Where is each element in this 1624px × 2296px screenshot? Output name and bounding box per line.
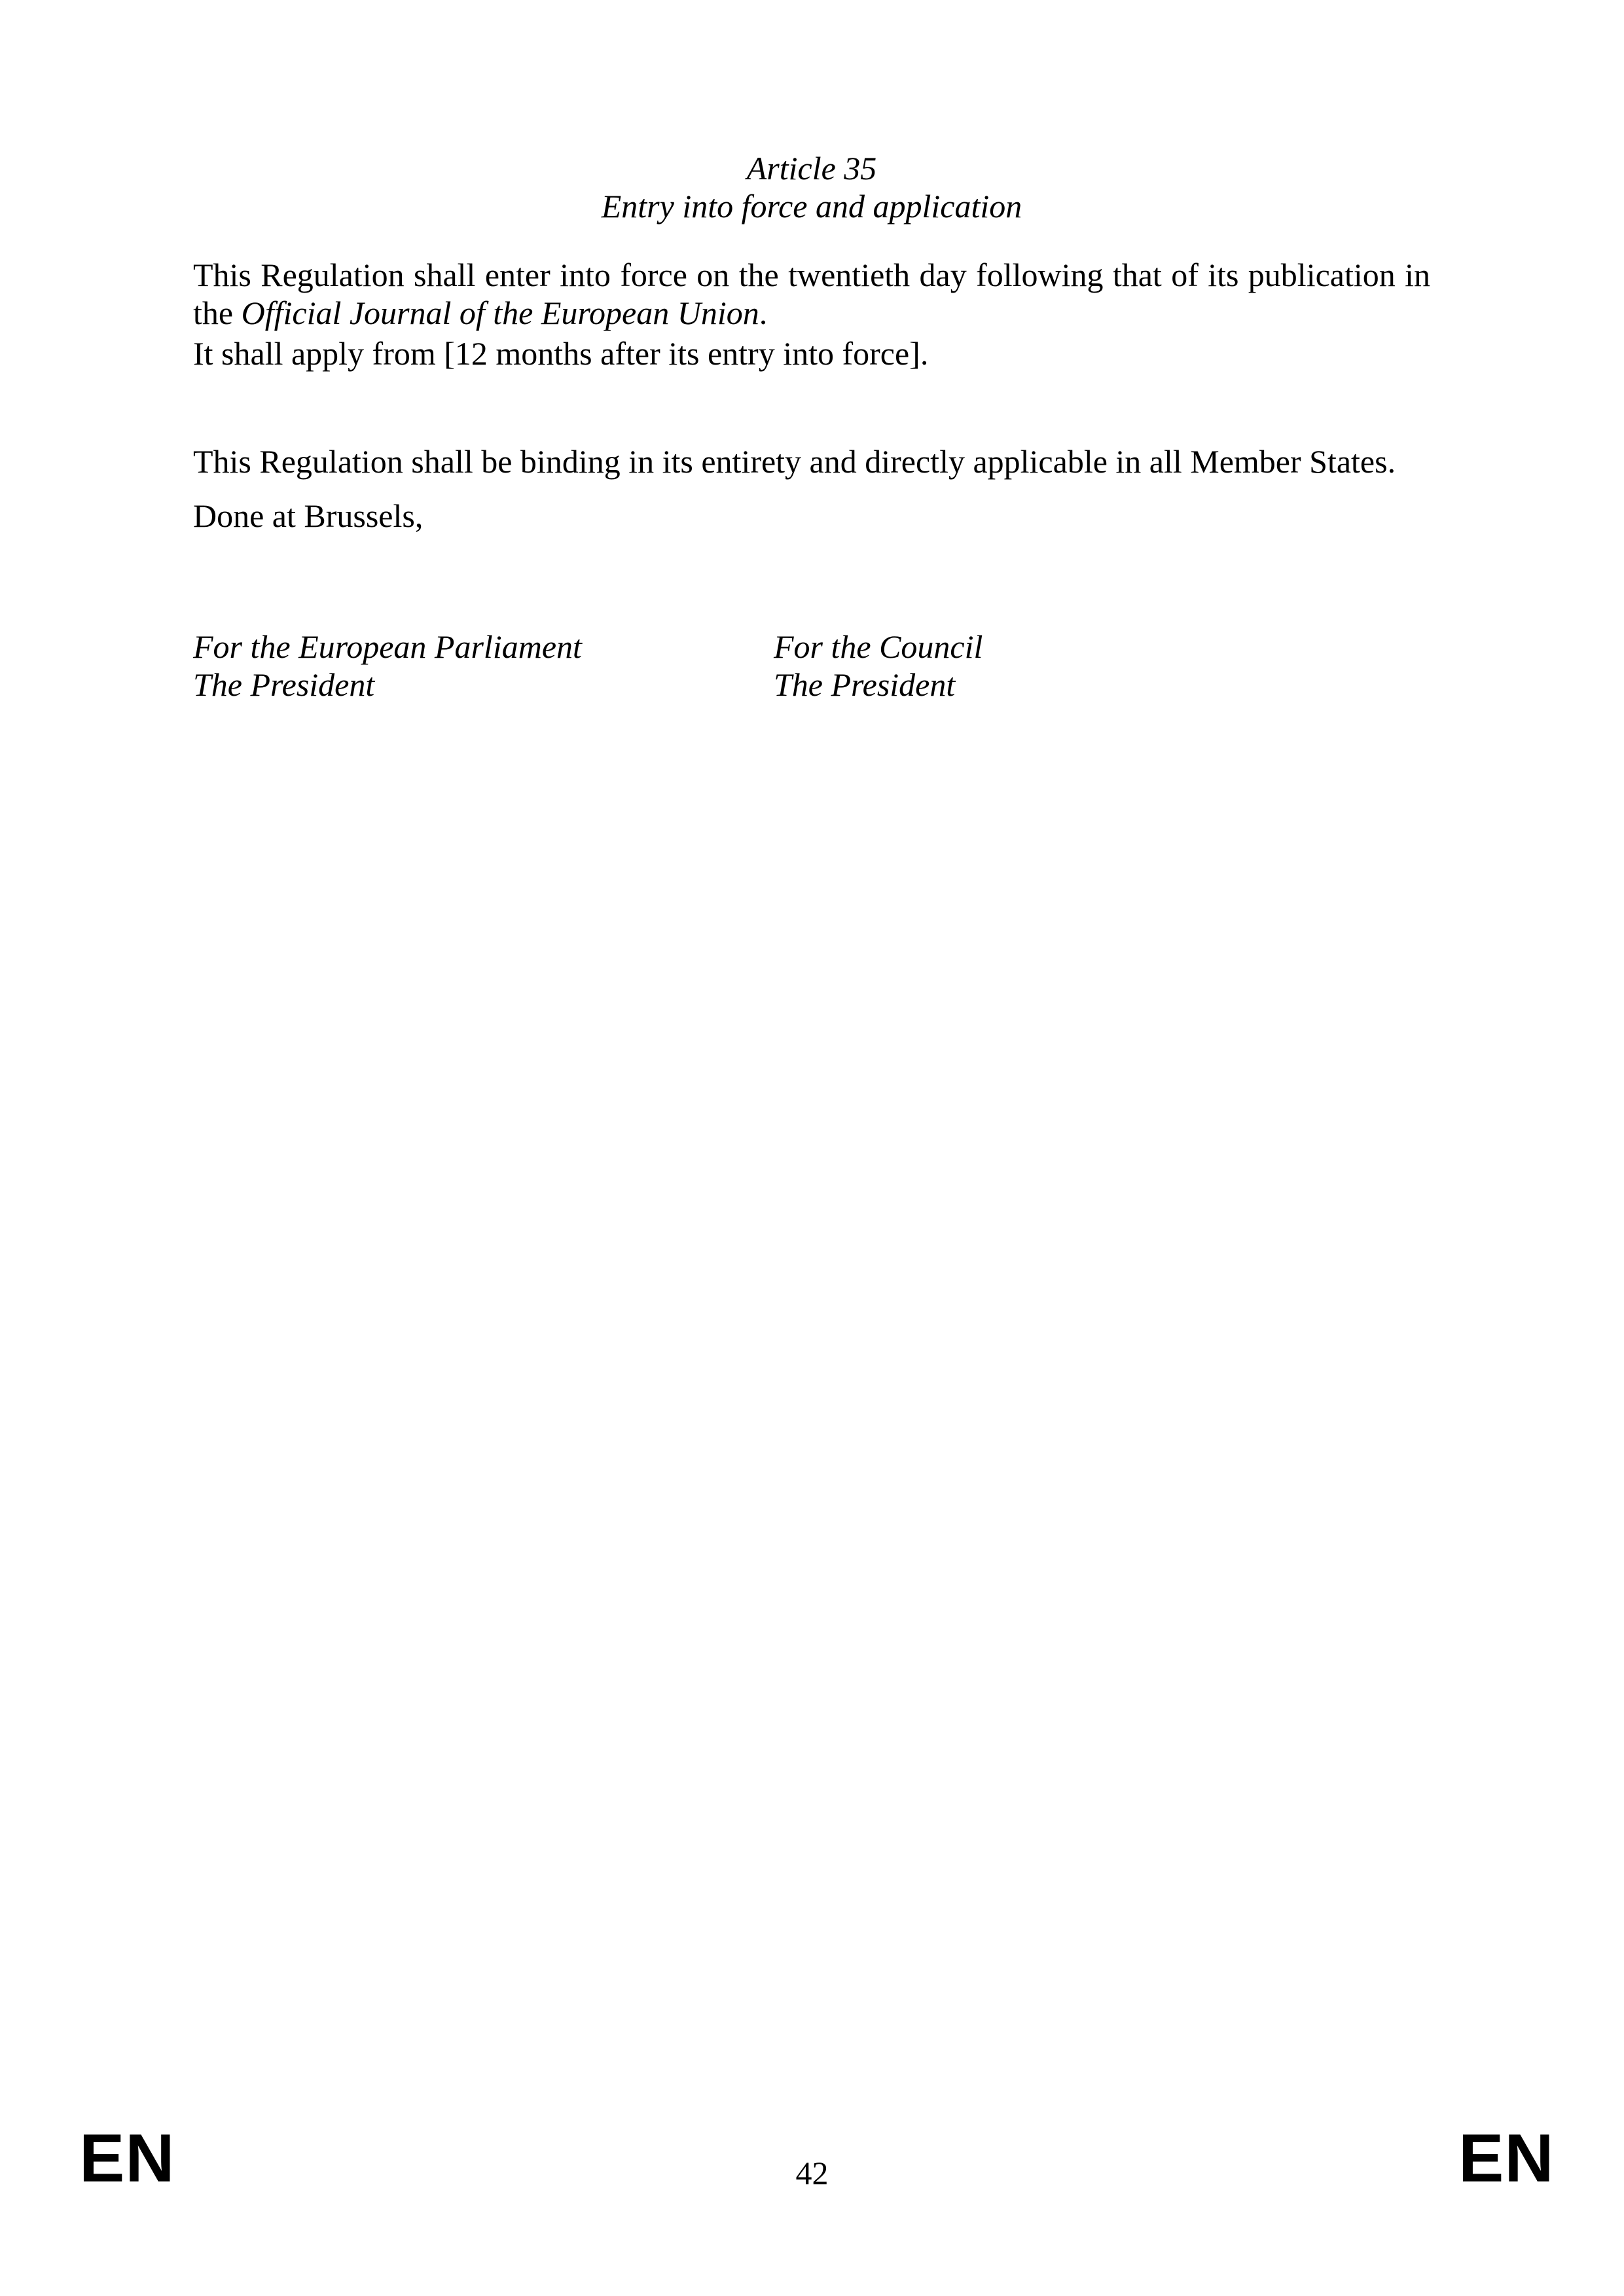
article-number: Article 35 <box>746 150 877 187</box>
footer-page-number: 42 <box>795 2155 829 2191</box>
article-heading <box>193 149 1430 225</box>
paragraph-application-date: It shall apply from [12 months after its entry into force]. <box>193 335 929 372</box>
signature-parliament-institution: For the European Parliament <box>193 628 582 665</box>
article-title: Entry into force and application <box>601 188 1022 224</box>
signature-parliament-role: The President <box>193 666 375 703</box>
footer-language-right: EN <box>1458 2121 1555 2197</box>
signature-block <box>193 628 1430 704</box>
footer-language-left: EN <box>79 2121 175 2197</box>
paragraph-entry-text-end: . <box>759 295 768 331</box>
official-journal-title: Official Journal of the European Union <box>241 295 759 331</box>
paragraph-entry-into-force <box>193 256 1430 332</box>
paragraph-done-at: Done at Brussels, <box>193 497 424 534</box>
paragraph-binding-statement: This Regulation shall be binding in its entirety and directly applicable in all Member States. <box>193 443 1396 480</box>
paragraph-entry-text: This Regulation shall enter into force on the twentieth day following that of its publication in the <box>193 257 1430 331</box>
signature-council <box>774 628 1430 704</box>
signature-parliament <box>193 628 774 704</box>
signature-council-institution: For the Council <box>774 628 983 665</box>
signature-council-role: The President <box>774 666 956 703</box>
